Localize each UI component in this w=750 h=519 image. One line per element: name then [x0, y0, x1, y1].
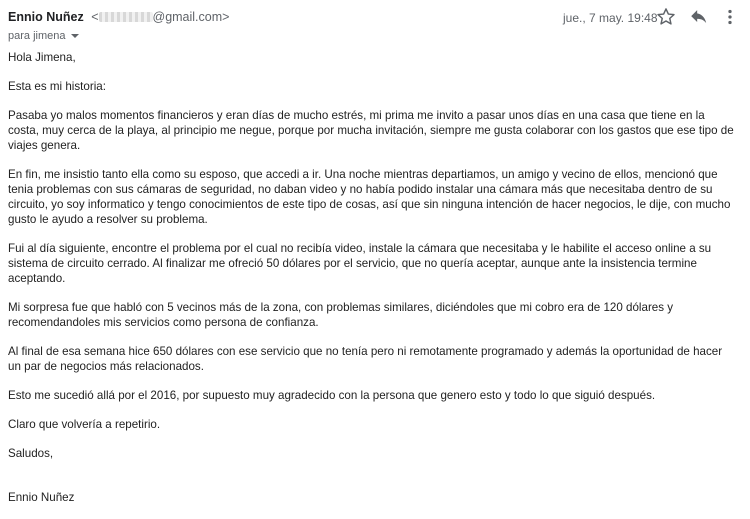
sender-line: [8, 10, 229, 24]
body-paragraph-3: Fui al día siguiente, encontre el problema por el cual no recibía video, instale la cámara que necesitaba y le habilite el acceso online a su sistema de circuito cerrado. Al finalizar me ofreció 50 dólares por el servicio, que no quería aceptar, aunque ante la insistencia termine aceptando.: [8, 242, 712, 285]
signature: Ennio Nuñez: [8, 491, 75, 504]
more-options-button[interactable]: [719, 6, 741, 28]
body-paragraph-6: Esto me sucedió allá por el 2016, por supuesto muy agradecido con la persona que genero esto y todo lo que siguió después.: [8, 389, 656, 402]
more-vert-icon: [719, 6, 741, 28]
body-paragraph-4: Mi sorpresa fue que habló con 5 vecinos más de la zona, con problemas similares, diciéndoles que mi cobro era de 120 dólares y recomendandoles mis servicios como persona de confianza.: [8, 301, 674, 329]
body-paragraph-2: En fin, me insistio tanto ella como su esposo, que accedi a ir. Una noche mientras departiamos, un amigo y vecino de ellos, mencionó que tenia problemas con sus cámaras de seguridad, no daban video y no había podido instalar una cámara más que necesitaba dentro de su circuito, yo soy informatico y tengo conocimientos de este tipo de cosas, así que sin ninguna intención de hacer negocios, le dije, con mucho gusto le ayudo a resolver su problema.: [8, 168, 731, 226]
greeting: Hola Jimena,: [8, 51, 76, 64]
reply-button[interactable]: [688, 6, 710, 28]
caret-down-icon: [71, 34, 79, 38]
sender-name[interactable]: Ennio Nuñez: [8, 10, 84, 24]
body-paragraph-7: Claro que volvería a repetirio.: [8, 418, 161, 431]
body-paragraph-1: Pasaba yo malos momentos financieros y eran días de mucho estrés, mi prima me invito a pasar unos días en una casa que tiene en la costa, muy cerca de la playa, al principio me negue, porque por mucha invitación, siempre me gusta colaborar con los gastos que ese tipo de viajes genera.: [8, 109, 734, 152]
recipient-details-toggle[interactable]: [8, 30, 79, 42]
recipient-label: para jimena: [8, 30, 66, 42]
star-icon: [655, 6, 677, 28]
email-header: [0, 0, 750, 44]
body-paragraph-5: Al final de esa semana hice 650 dólares con ese servicio que no tenía pero ni remotamente programado y además la oportunidad de hacer un par de negocios más relacionados.: [8, 345, 723, 373]
sender-email-suffix: @gmail.com>: [152, 10, 230, 24]
closing: Saludos,: [8, 447, 54, 460]
reply-icon: [688, 6, 710, 28]
redacted-email-local-part: [99, 12, 153, 22]
intro-paragraph: Esta es mi historia:: [8, 80, 106, 93]
email-body: [8, 50, 738, 519]
sender-email[interactable]: [91, 10, 229, 24]
message-date: jue., 7 may. 19:48: [563, 11, 658, 25]
sender-email-prefix: <: [91, 10, 99, 24]
star-button[interactable]: [655, 6, 677, 28]
